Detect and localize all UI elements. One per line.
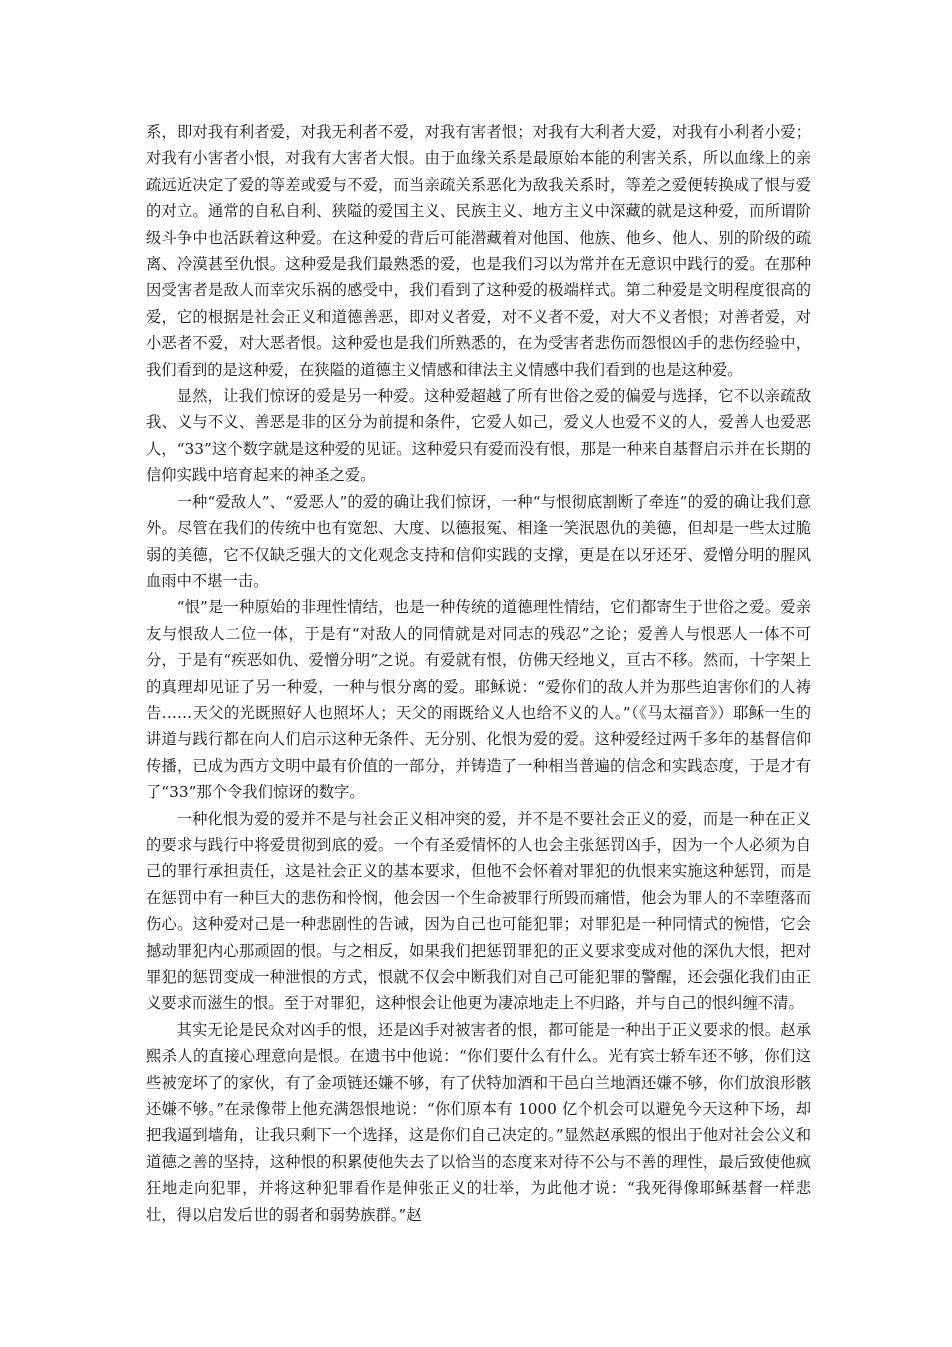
- paragraph-3: 一种“爱敌人”、“爱恶人”的爱的确让我们惊讶，一种“与恨彻底割断了牵连”的爱的确让我们意外。尽管在我们的传统中也有宽恕、大度、以德报冤、相逢一笑泯恩仇的美德，但却是一些太过脆弱的美德，它不仅缺乏强大的文化观念支持和信仰实践的支撑，更是在以牙还牙、爱憎分明的腥风血雨中不堪一击。: [146, 492, 811, 590]
- document-body: [146, 119, 811, 1228]
- paragraph-1: 系，即对我有利者爱，对我无利者不爱，对我有害者恨；对我有大利者大爱，对我有小利者小爱；对我有小害者小恨，对我有大害者大恨。由于血缘关系是最原始本能的利害关系，所以血缘上的亲疏远近决定了爱的等差或爱与不爱，而当亲疏关系恶化为敌我关系时，等差之爱便转换成了恨与爱的对立。通常的自私自利、狭隘的爱国主义、民族主义、地方主义中深藏的就是这种爱，而所谓阶级斗争中也活跃着这种爱。在这种爱的背后可能潜藏着对他国、他族、他乡、他人、别的阶级的疏离、冷漠甚至仇恨。这种爱是我们最熟悉的爱，也是我们习以为常并在无意识中践行的爱。在那种因受害者是敌人而幸灾乐祸的感受中，我们看到了这种爱的极端样式。第二种爱是文明程度很高的爱，它的根据是社会正义和道德善恶，即对义者爱，对不义者不爱，对大不义者恨；对善者爱，对小恶者不爱，对大恶者恨。这种爱也是我们所熟悉的，在为受害者悲伤而怨恨凶手的悲伤经验中，我们看到的是这种爱，在狭隘的道德主义情感和律法主义情感中我们看到的也是这种爱。: [146, 123, 811, 379]
- paragraph-2: 显然，让我们惊讶的爱是另一种爱。这种爱超越了所有世俗之爱的偏爱与选择，它不以亲疏敌我、义与不义、善恶是非的区分为前提和条件，它爱人如己，爱义人也爱不义的人，爱善人也爱恶人，“33”这个数字就是这种爱的见证。这种爱只有爱而没有恨，那是一种来自基督启示并在长期的信仰实践中培育起来的神圣之爱。: [146, 387, 811, 485]
- paragraph-6: 其实无论是民众对凶手的恨，还是凶手对被害者的恨，都可能是一种出于正义要求的恨。赵承熙杀人的直接心理意向是恨。在遗书中他说：“你们要什么有什么。光有宾士轿车还不够，你们这些被宠坏了的家伙，有了金项链还嫌不够，有了伏特加酒和干邑白兰地酒还嫌不够，你们放浪形骸还嫌不够。”在录像带上他充满怨恨地说：“你们原本有 1000 亿个机会可以避免今天这种下场，却把我逼到墙角，让我只剩下一个选择，这是你们自己决定的。”显然赵承熙的恨出于他对社会公义和道德之善的坚持，这种恨的积累使他失去了以恰当的态度来对待不公与不善的理性，最后致使他疯狂地走向犯罪，并将这种犯罪看作是伸张正义的壮举，为此他才说：“我死得像耶稣基督一样悲壮，得以启发后世的弱者和弱势族群。”赵: [146, 1020, 811, 1224]
- paragraph-4: “恨”是一种原始的非理性情结，也是一种传统的道德理性情结，它们都寄生于世俗之爱。爱亲友与恨敌人二位一体，于是有“对敌人的同情就是对同志的残忍”之论；爱善人与恨恶人一体不可分，于是有“疾恶如仇、爱憎分明”之说。有爱就有恨，仿佛天经地义，亘古不移。然而，十字架上的真理却见证了另一种爱，一种与恨分离的爱。耶稣说：“爱你们的敌人并为那些迫害你们的人祷告……天父的光既照好人也照坏人；天父的雨既给义人也给不义的人。”（《马太福音》）耶稣一生的讲道与践行都在向人们启示这种无条件、无分别、化恨为爱的爱。这种爱经过两千多年的基督信仰传播，已成为西方文明中最有价值的一部分，并铸造了一种相当普遍的信念和实践态度，于是才有了“33”那个令我们惊讶的数字。: [146, 598, 811, 802]
- paragraph-5: 一种化恨为爱的爱并不是与社会正义相冲突的爱，并不是不要社会正义的爱，而是一种在正义的要求与践行中将爱贯彻到底的爱。一个有圣爱情怀的人也会主张惩罚凶手，因为一个人必须为自己的罪行承担责任，这是社会正义的基本要求，但他不会怀着对罪犯的仇恨来实施这种惩罚，而是在惩罚中有一种巨大的悲伤和怜悯，他会因一个生命被罪行所毁而痛惜，他会为罪人的不幸堕落而伤心。这种爱对己是一种悲剧性的告诫，因为自己也可能犯罪；对罪犯是一种同情式的惋惜，它会撼动罪犯内心那顽固的恨。与之相反，如果我们把惩罚罪犯的正义要求变成对他的深仇大恨，把对罪犯的惩罚变成一种泄恨的方式，恨就不仅会中断我们对自己可能犯罪的警醒，还会强化我们由正义要求而滋生的恨。至于对罪犯，这种恨会让他更为凄凉地走上不归路，并与自己的恨纠缠不清。: [146, 809, 811, 1013]
